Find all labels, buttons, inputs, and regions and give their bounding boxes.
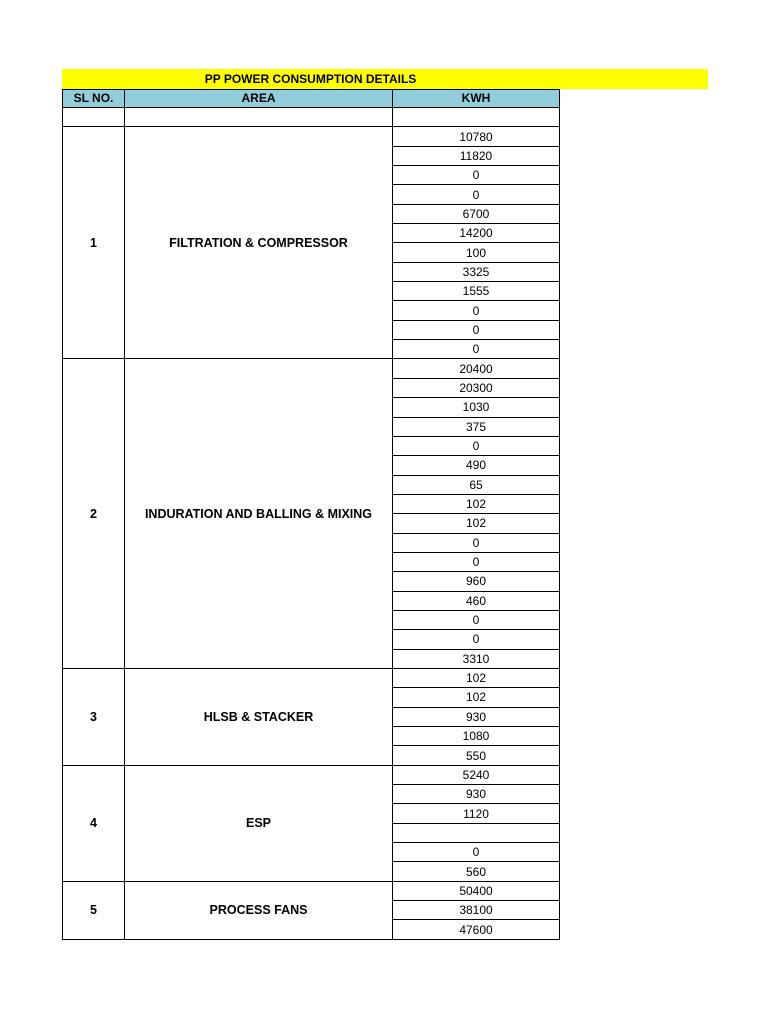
header-row — [63, 90, 560, 108]
sl-no-cell[interactable]: 2 — [63, 359, 125, 669]
sl-no-cell[interactable]: 1 — [63, 127, 125, 359]
kwh-cell[interactable]: 3310 — [393, 649, 560, 668]
kwh-cell[interactable]: 1030 — [393, 398, 560, 417]
header-area[interactable]: AREA — [125, 90, 393, 108]
kwh-cell[interactable]: 550 — [393, 746, 560, 765]
kwh-cell[interactable]: 1080 — [393, 727, 560, 746]
kwh-cell[interactable]: 38100 — [393, 901, 560, 920]
table-row — [63, 127, 560, 146]
table-row — [63, 359, 560, 378]
sl-no-cell[interactable]: 3 — [63, 668, 125, 765]
kwh-cell[interactable]: 0 — [393, 185, 560, 204]
table-row — [63, 765, 560, 784]
kwh-cell[interactable]: 0 — [393, 843, 560, 862]
kwh-cell[interactable]: 20300 — [393, 378, 560, 397]
table-row — [63, 881, 560, 900]
kwh-cell[interactable]: 0 — [393, 436, 560, 455]
kwh-cell[interactable]: 100 — [393, 243, 560, 262]
kwh-cell[interactable]: 11820 — [393, 146, 560, 165]
kwh-cell[interactable]: 0 — [393, 166, 560, 185]
kwh-cell[interactable] — [393, 823, 560, 842]
table-row — [63, 668, 560, 687]
header-kwh[interactable]: KWH — [393, 90, 560, 108]
area-cell[interactable]: INDURATION AND BALLING & MIXING — [125, 359, 393, 669]
kwh-cell[interactable]: 0 — [393, 320, 560, 339]
kwh-cell[interactable]: 0 — [393, 610, 560, 629]
kwh-cell[interactable]: 102 — [393, 514, 560, 533]
empty-row — [63, 108, 560, 127]
kwh-cell[interactable]: 930 — [393, 707, 560, 726]
kwh-cell[interactable]: 102 — [393, 688, 560, 707]
sl-no-cell[interactable]: 4 — [63, 765, 125, 881]
header-sl-no[interactable]: SL NO. — [63, 90, 125, 108]
kwh-cell[interactable]: 65 — [393, 475, 560, 494]
kwh-cell[interactable]: 0 — [393, 340, 560, 359]
kwh-cell[interactable]: 102 — [393, 668, 560, 687]
sl-no-cell[interactable]: 5 — [63, 881, 125, 939]
kwh-cell[interactable]: 10780 — [393, 127, 560, 146]
table-body — [63, 108, 560, 940]
kwh-cell[interactable]: 930 — [393, 785, 560, 804]
area-cell[interactable]: HLSB & STACKER — [125, 668, 393, 765]
area-cell[interactable]: ESP — [125, 765, 393, 881]
power-consumption-table — [62, 89, 560, 940]
area-cell[interactable]: PROCESS FANS — [125, 881, 393, 939]
cell-empty[interactable] — [125, 108, 393, 127]
kwh-cell[interactable]: 460 — [393, 591, 560, 610]
kwh-cell[interactable]: 6700 — [393, 204, 560, 223]
cell-empty[interactable] — [393, 108, 560, 127]
kwh-cell[interactable]: 560 — [393, 862, 560, 881]
title-bar — [62, 69, 708, 89]
sheet-title: PP POWER CONSUMPTION DETAILS — [204, 72, 417, 86]
kwh-cell[interactable]: 0 — [393, 301, 560, 320]
kwh-cell[interactable]: 0 — [393, 533, 560, 552]
kwh-cell[interactable]: 0 — [393, 630, 560, 649]
kwh-cell[interactable]: 1120 — [393, 804, 560, 823]
kwh-cell[interactable]: 490 — [393, 456, 560, 475]
kwh-cell[interactable]: 20400 — [393, 359, 560, 378]
kwh-cell[interactable]: 3325 — [393, 262, 560, 281]
page-bottom-margin — [0, 943, 768, 1024]
area-cell[interactable]: FILTRATION & COMPRESSOR — [125, 127, 393, 359]
kwh-cell[interactable]: 0 — [393, 552, 560, 571]
kwh-cell[interactable]: 375 — [393, 417, 560, 436]
kwh-cell[interactable]: 47600 — [393, 920, 560, 939]
kwh-cell[interactable]: 960 — [393, 572, 560, 591]
kwh-cell[interactable]: 50400 — [393, 881, 560, 900]
kwh-cell[interactable]: 1555 — [393, 282, 560, 301]
kwh-cell[interactable]: 102 — [393, 494, 560, 513]
cell-empty[interactable] — [63, 108, 125, 127]
kwh-cell[interactable]: 5240 — [393, 765, 560, 784]
kwh-cell[interactable]: 14200 — [393, 224, 560, 243]
